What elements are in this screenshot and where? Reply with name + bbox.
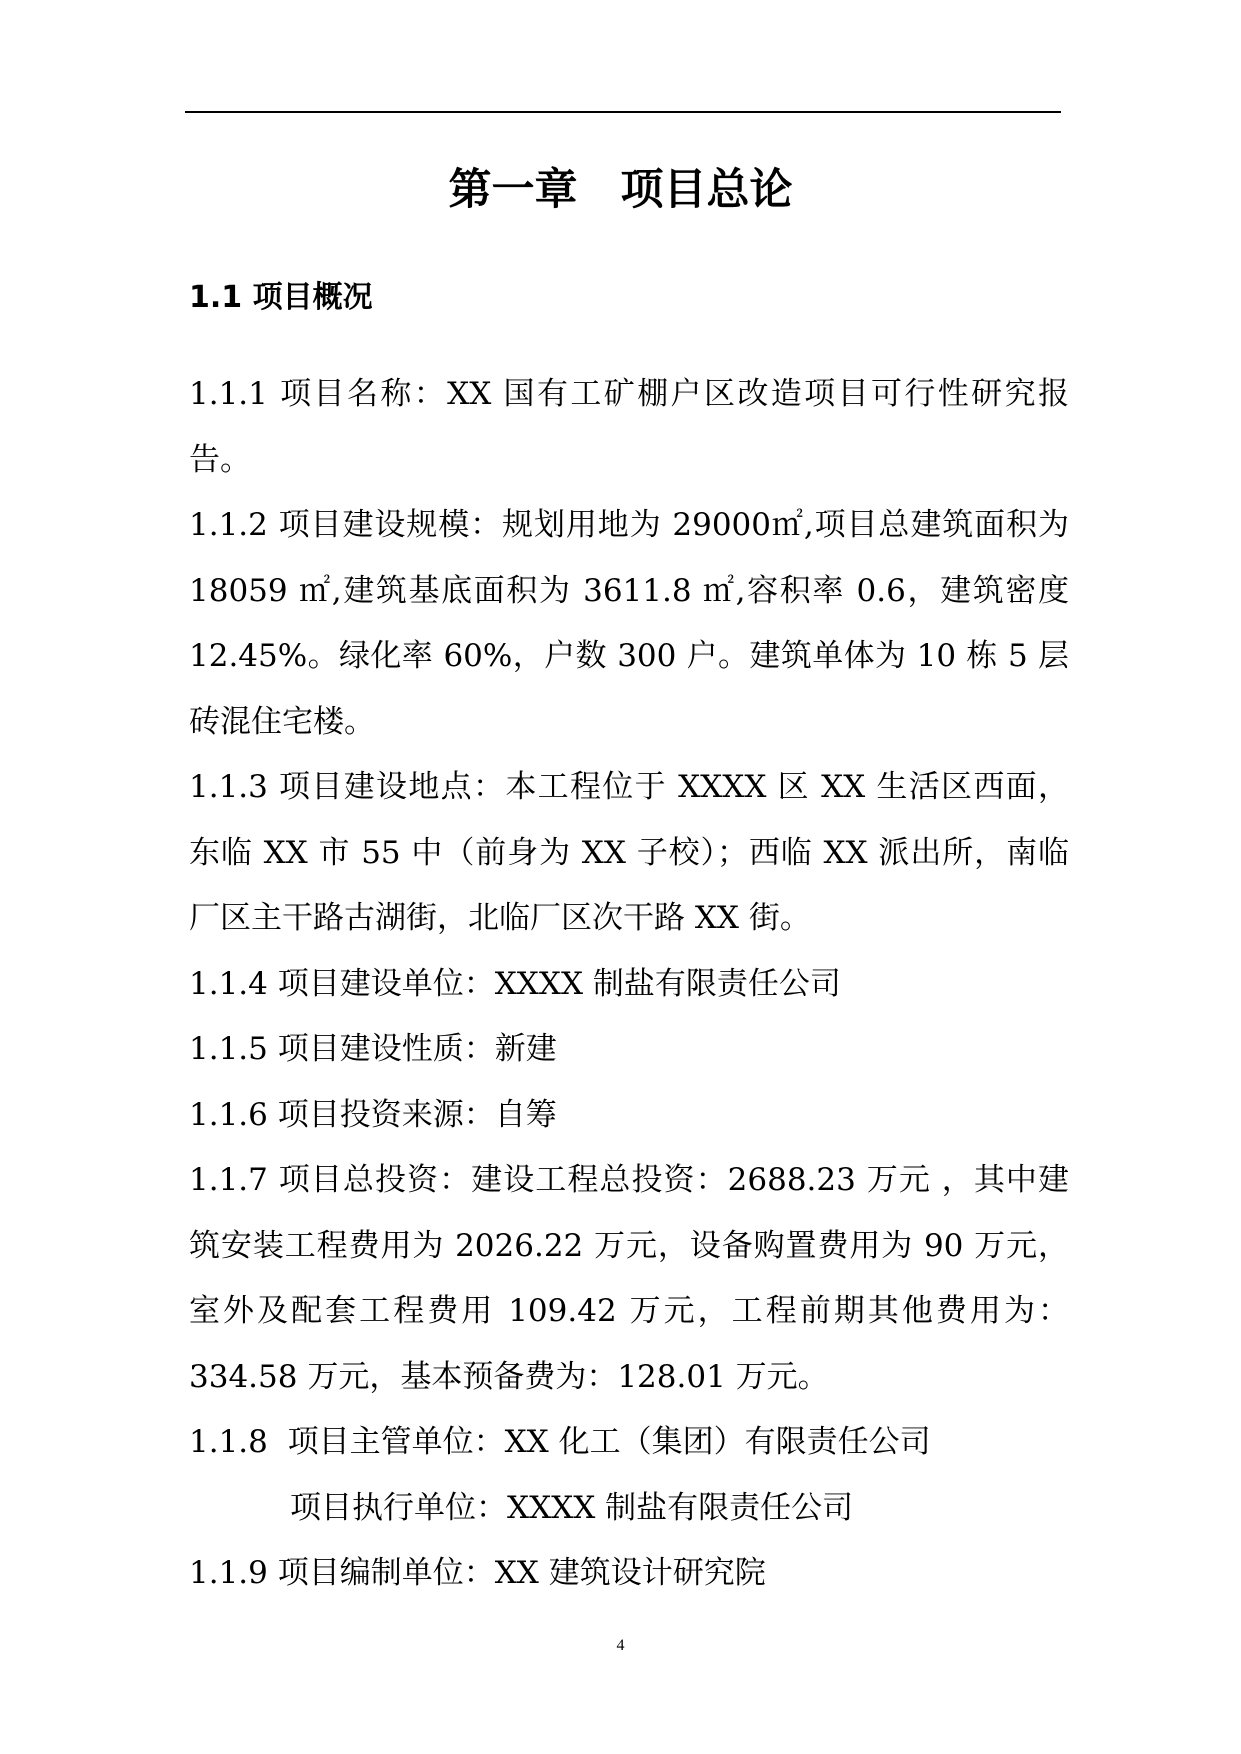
item-construction-nature: 1.1.5 项目建设性质：新建: [189, 1031, 557, 1067]
header-rule: [185, 111, 1061, 113]
item-construction-unit: 1.1.4 项目建设单位：XXXX 制盐有限责任公司: [189, 965, 841, 1002]
item-compiling-unit: 1.1.9 项目编制单位：XX 建筑设计研究院: [189, 1555, 766, 1591]
page-number: 4: [616, 1637, 625, 1654]
item-total-investment: 1.1.7 项目总投资：建设工程总投资：2688.23 万元 ，其中建筑安装工程费用为 2026.22 万元，设备购置费用为 90 万元，室外及配套工程费用 109.42 万元，工程前期其他费用为：334.58 万元，基本预备费为：128.01 万元。: [189, 1162, 1069, 1395]
chapter-title: 第一章 项目总论: [448, 165, 793, 215]
section-title: 1.1 项目概况: [189, 280, 373, 315]
item-executing-unit: 项目执行单位：XXXX 制盐有限责任公司: [290, 1489, 854, 1526]
item-project-name: 1.1.1 项目名称：XX 国有工矿棚户区改造项目可行性研究报告。: [189, 376, 1069, 478]
item-supervising-unit: 1.1.8 项目主管单位：XX 化工（集团）有限责任公司: [189, 1424, 931, 1460]
item-construction-scale: 1.1.2 项目建设规模：规划用地为 29000㎡,项目总建筑面积为 18059 ㎡,建筑基底面积为 3611.8 ㎡,容积率 0.6，建筑密度 12.45%。绿化率 60%，户数 300 户。建筑单体为 10 栋 5 层砖混住宅楼。: [189, 507, 1069, 740]
item-investment-source: 1.1.6 项目投资来源：自筹: [189, 1096, 557, 1133]
item-construction-location: 1.1.3 项目建设地点：本工程位于 XXXX 区 XX 生活区西面，东临 XX 市 55 中（前身为 XX 子校）；西临 XX 派出所，南临厂区主干路古湖街，北临厂区次干路 XX 街。: [189, 769, 1069, 936]
body-text: [189, 362, 1069, 1607]
